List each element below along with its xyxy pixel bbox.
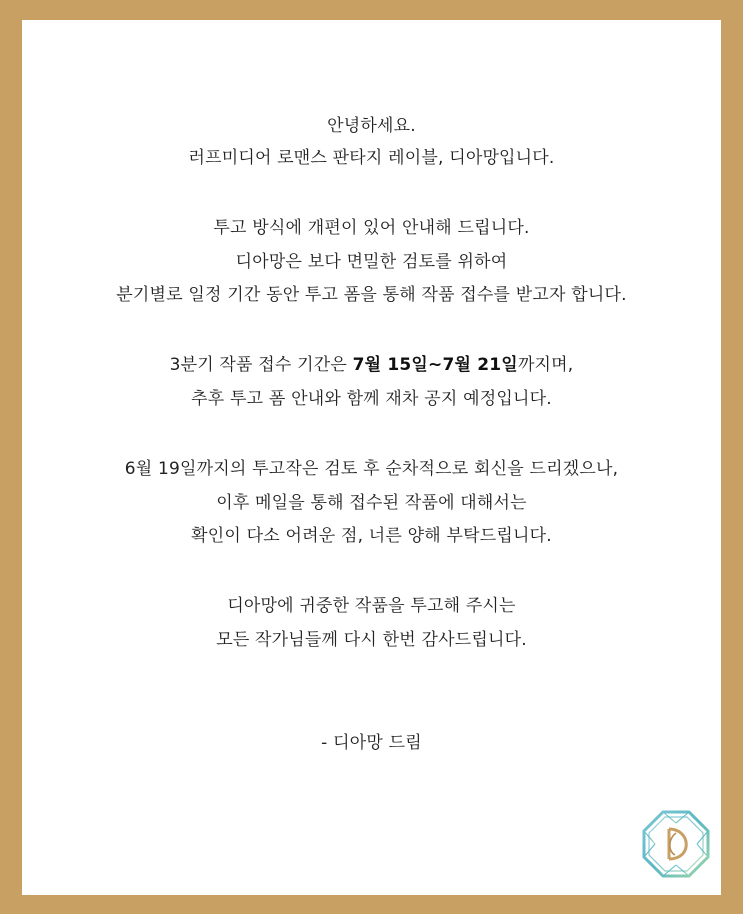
change-line-2: 디아망은 보다 면밀한 검토를 위하여 [235, 252, 508, 272]
prior-line-1: 6월 19일까지의 투고작은 검토 후 순차적으로 회신을 드리겠으나, [124, 459, 619, 479]
notice-sheet [22, 20, 721, 895]
period-prefix: 3분기 작품 접수 기간은 [169, 355, 353, 375]
period-suffix: 까지며, [517, 355, 574, 375]
change-line-1: 투고 방식에 개편이 있어 안내해 드립니다. [213, 218, 530, 238]
period-dates: 7월 15일~7월 21일 [352, 355, 518, 375]
thanks-line-1: 디아망에 귀중한 작품을 투고해 주시는 [227, 596, 516, 616]
period-line-1 [22, 352, 721, 378]
diamant-octagon-logo-icon [641, 809, 711, 879]
thanks-line-2: 모든 작가님들께 다시 한번 감사드립니다. [216, 630, 527, 650]
prior-line-3: 확인이 다소 어려운 점, 너른 양해 부탁드립니다. [191, 526, 552, 546]
prior-line-2: 이후 메일을 통해 접수된 작품에 대해서는 [216, 493, 527, 513]
signature: - 디아망 드림 [321, 733, 422, 753]
greeting-line-2: 러프미디어 로맨스 판타지 레이블, 디아망입니다. [188, 148, 555, 168]
period-line-2: 추후 투고 폼 안내와 함께 재차 공지 예정입니다. [191, 389, 552, 409]
greeting-line-1: 안녕하세요. [327, 116, 416, 136]
change-line-3: 분기별로 일정 기간 동안 투고 폼을 통해 작품 접수를 받고자 합니다. [116, 285, 627, 305]
